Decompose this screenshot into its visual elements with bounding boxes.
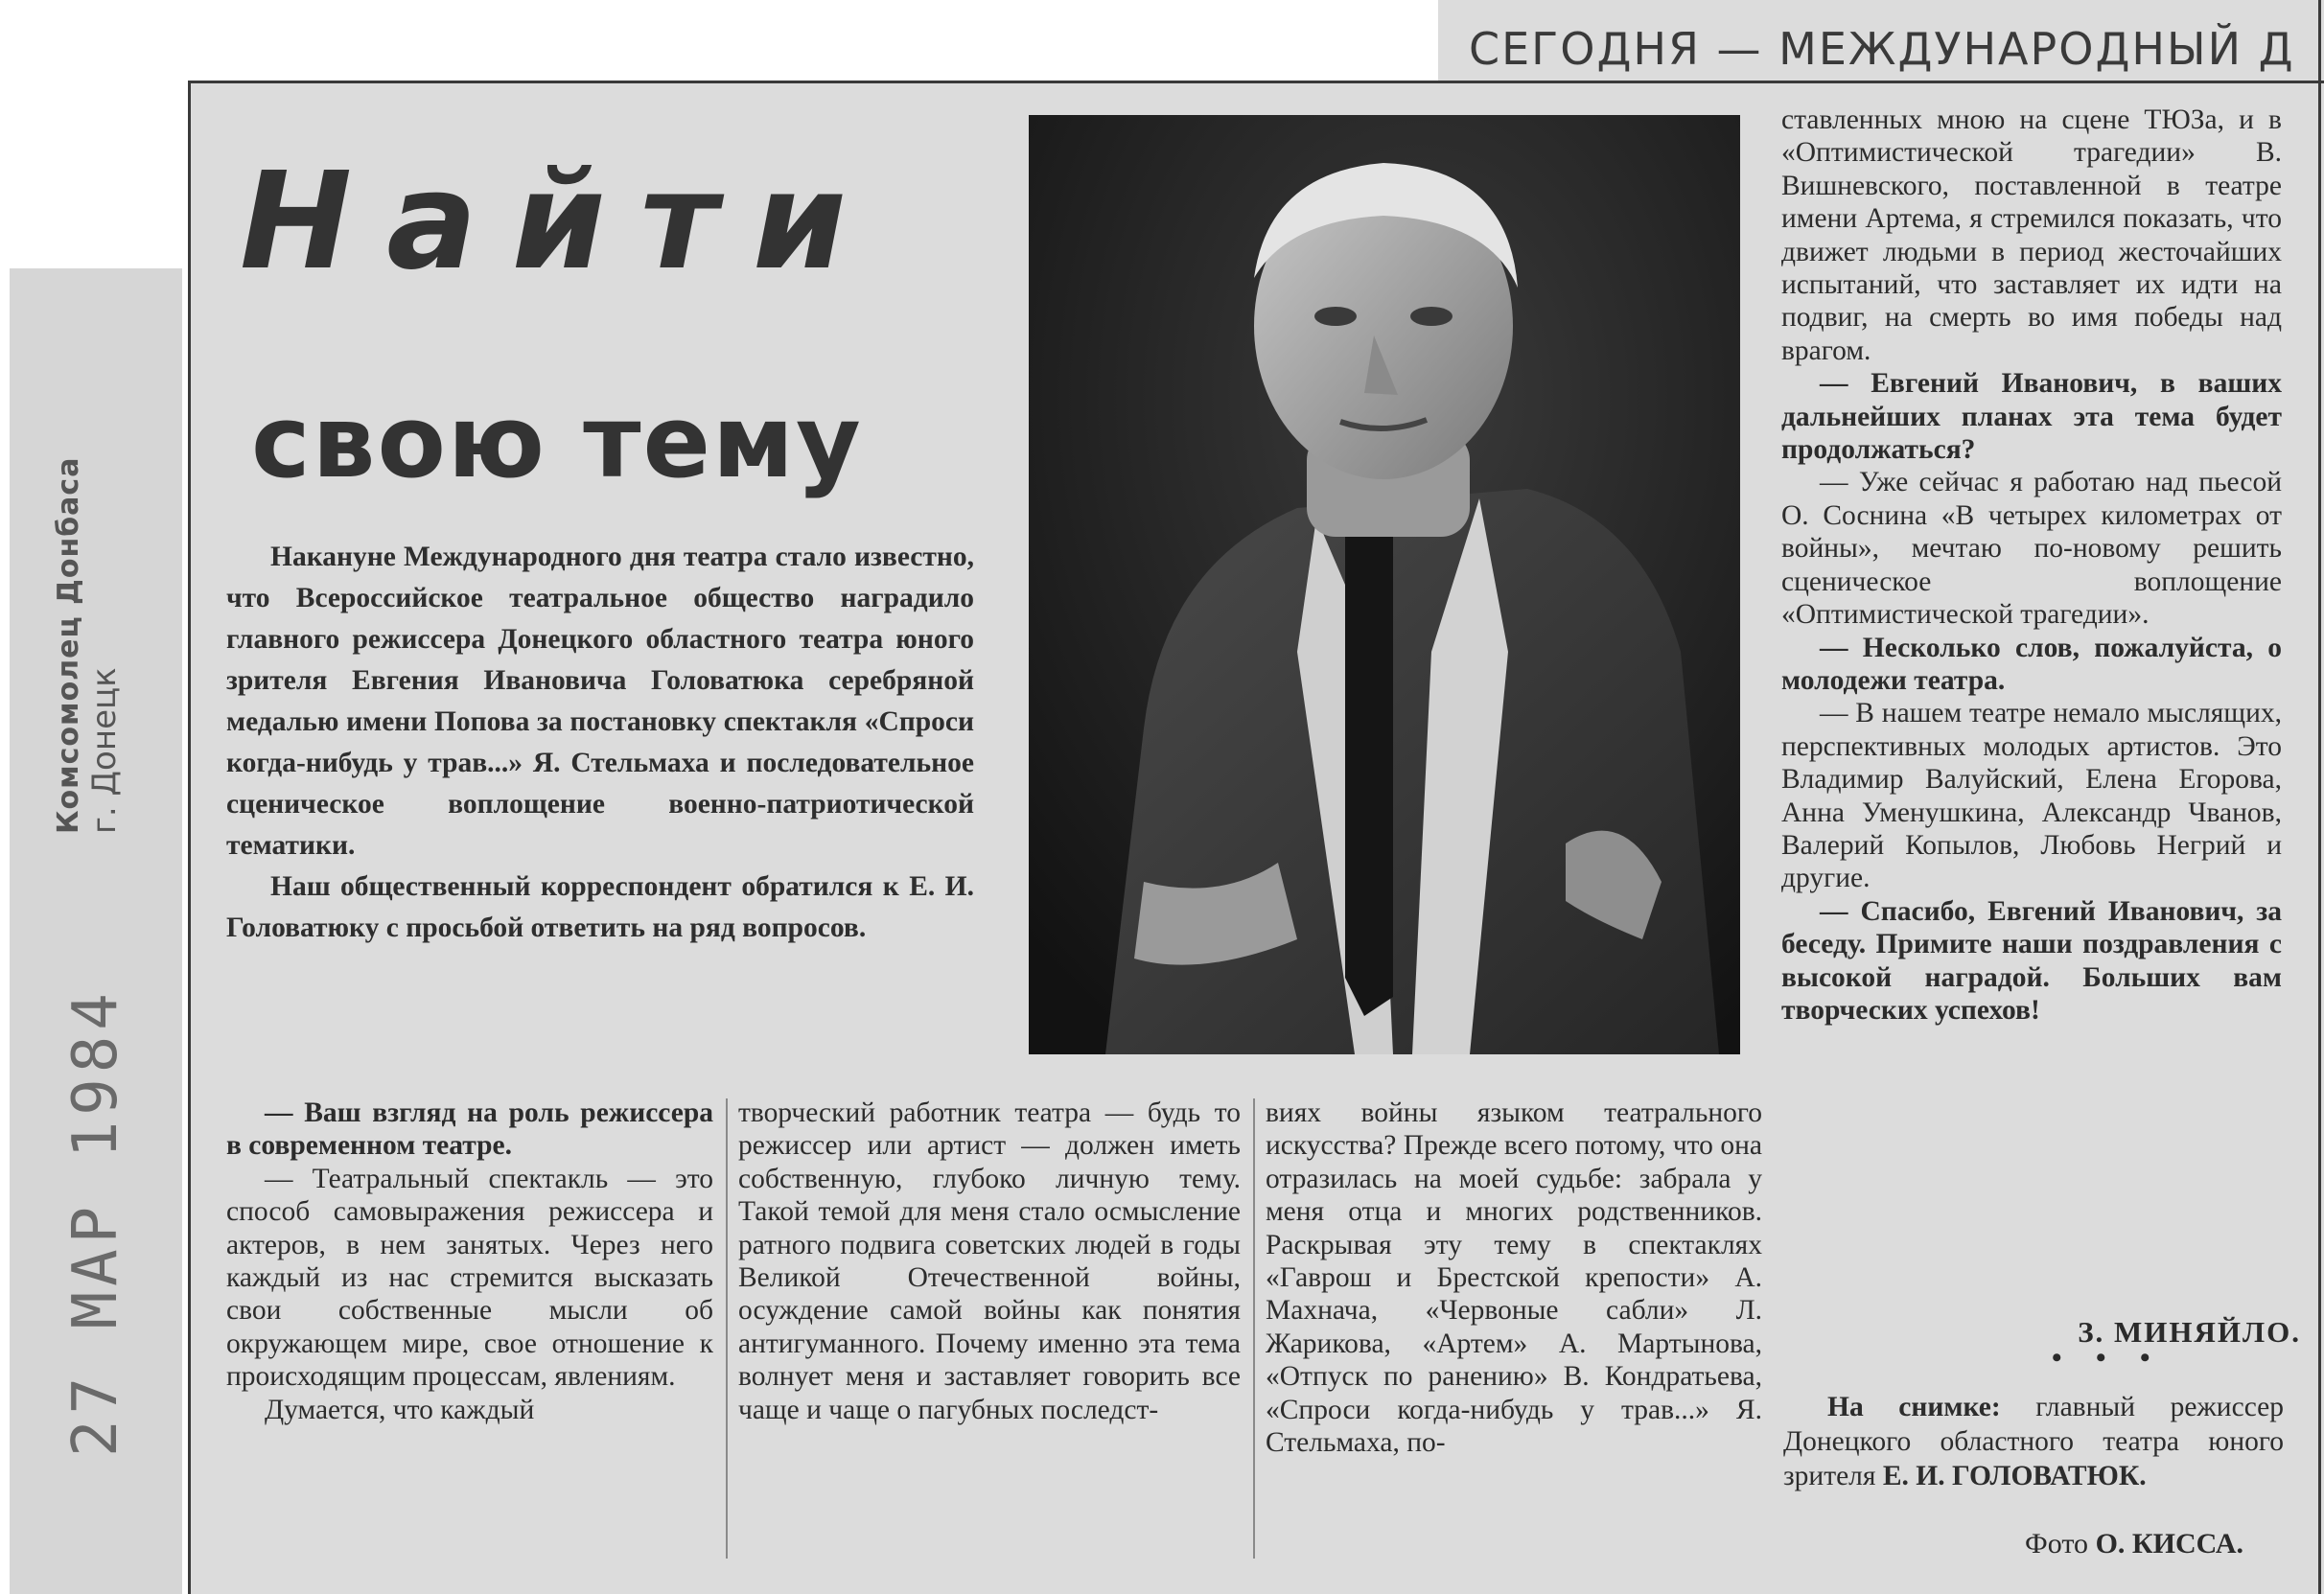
newspaper-stamp (35, 297, 140, 834)
date-stamp (38, 987, 153, 1457)
column-separator (1253, 1098, 1255, 1559)
closing-thanks: — Спасибо, Евгений Иванович, за беседу. Примите наши поздравления с высокой наградой. Больших вам творческих успехов! (1781, 895, 2282, 1026)
answer-2-start: Думается, что каждый (265, 1394, 535, 1425)
answer-4: — В нашем театре немало мыслящих, перспективных молодых артистов. Это Владимир Валуйский, Елена Егорова, Анна Уменушкина, Александр Чванов, Валерий Копылов, Любовь Негрий и другие. (1781, 698, 2282, 894)
headline-line-1: Найти (240, 144, 881, 300)
stamp-city: г. Донецк (84, 667, 124, 834)
answer-1: — Театральный спектакль — это способ самовыражения режиссера и актеров, в нем занятых. Через него каждый из нас стремится высказать свои собственные мысли об окружающем мире, свое отношение к происходящим процессам, явлениям. (226, 1163, 713, 1393)
column-separator (726, 1098, 728, 1559)
question-3: — Несколько слов, пожалуйста, о молодежи театра. (1781, 632, 2282, 696)
portrait-illustration (1029, 115, 1740, 1054)
caption-name: Е. И. ГОЛОВАТЮК. (1882, 1461, 2147, 1491)
portrait-photo (1029, 115, 1740, 1054)
date-stamp-text: 27 МАР 1984 (60, 987, 131, 1457)
answer-3: — Уже сейчас я работаю над пьесой О. Соснина «В четырех километрах от войны», мечтаю по-новому решить сценическое воплощение «Оптимистической трагедии». (1781, 467, 2282, 631)
photo-caption (1783, 1390, 2284, 1493)
headline-line-2: свою тему (251, 383, 863, 500)
author-signature: З. МИНЯЙЛО. (2078, 1315, 2301, 1349)
article-column-2 (738, 1097, 1241, 1426)
column-2-text: творческий работник театра — будь то режиссер или артист — должен иметь собственную, глубоко личную тему. Такой темой для меня стало осмысление ратного подвига советских людей в годы Великой Отечественной войны, осуждение самой войны как понятия антигуманного. Почему именно эта тема волнует меня и заставляет говорить все чаще и чаще о пагубных последст- (738, 1097, 1241, 1425)
column-3-text: виях войны языком театрального искусства? Прежде всего потому, что она отразилась на моей судьбе: забрала у меня отца и многих родственников. Раскрывая эту тему в спектаклях «Гаврош и Брестской крепости» А. Махнача, «Червоные сабли» Л. Жарикова, «Артем» А. Мартынова, «Отпуск по ранению» В. Кондратьева, «Спроси когда-нибудь у трав...» Я. Стельмаха, по- (1266, 1097, 1762, 1459)
article-column-4 (1781, 104, 2282, 1027)
lead-paragraph-1: Накануне Международного дня театра стало известно, что Всероссийское театральное общество наградило главного режиссера Донецкого областного театра юного зрителя Евгения Ивановича Головатюка серебряной медалью имени Попова за постановку спектакля «Спроси когда-нибудь у трав...» Я. Стельмаха и последовательное сценическое воплощение военно-патриотической тематики. (226, 542, 974, 861)
caption-label: На снимке: (1827, 1392, 2001, 1422)
question-2: — Евгений Иванович, в ваших дальнейших планах эта тема будет продолжаться? (1781, 368, 2282, 466)
lead-paragraphs (226, 537, 974, 949)
article-column-3 (1266, 1097, 1762, 1459)
caption-text: главный режиссер Донецкого областного театра юного зрителя (1783, 1392, 2284, 1491)
separator-dots: • • • (2052, 1342, 2164, 1374)
frame-top (188, 81, 2324, 83)
stamp-newspaper-name: Комсомолец Донбаса (51, 456, 85, 834)
column-4-continuation: ставленных мною на сцене ТЮЗа, и в «Оптимистической трагедии» В. Вишневского, поставленной в театре имени Артема, я стремился показать, что движет людьми в период жесточайших испытаний, что заставляет их идти на подвиг, на смерть во имя победы над врагом. (1781, 104, 2282, 366)
photo-credit (1898, 1528, 2243, 1560)
credit-name: О. КИССА. (2095, 1528, 2243, 1559)
lead-paragraph-2: Наш общественный корреспондент обратился к Е. И. Головатюку с просьбой ответить на ряд вопросов. (226, 871, 974, 943)
article-column-1 (226, 1097, 713, 1426)
frame-right (2318, 0, 2321, 1594)
frame-left (188, 81, 191, 1594)
question-1: — Ваш взгляд на роль режиссера в современном театре. (226, 1097, 713, 1162)
credit-label: Фото (2025, 1528, 2089, 1559)
top-banner: СЕГОДНЯ — МЕЖДУНАРОДНЫЙ Д (1469, 23, 2295, 75)
